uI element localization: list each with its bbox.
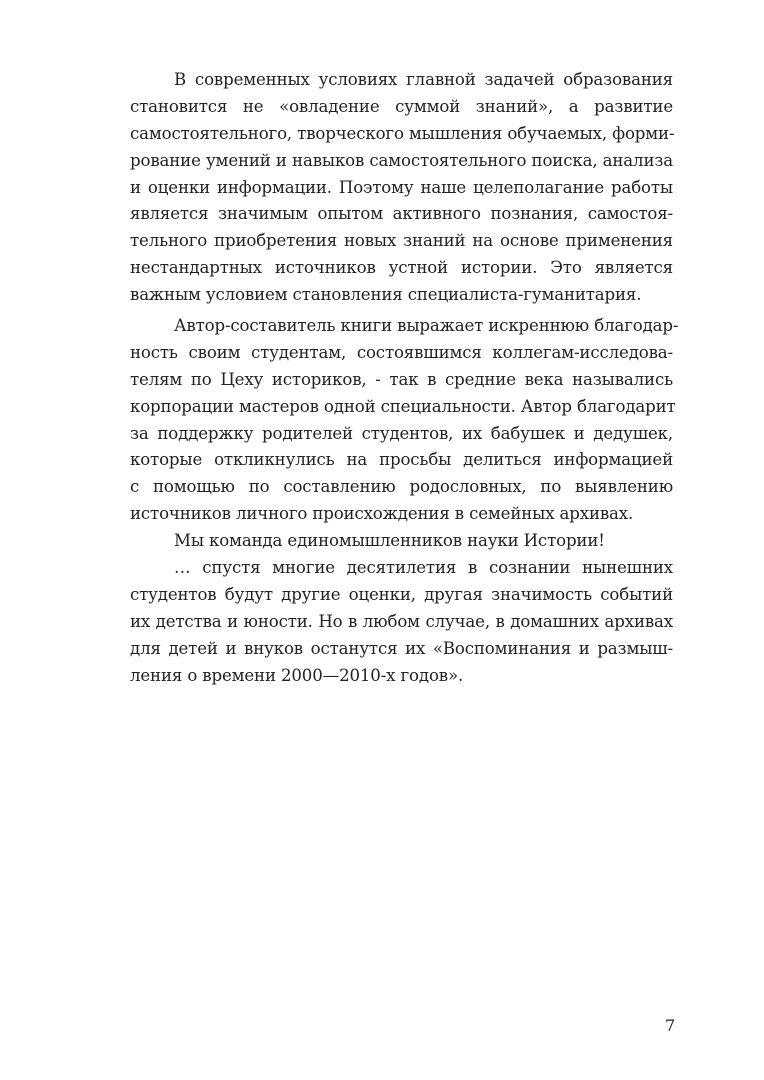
paragraph-future-memories [130,555,673,689]
text-line: становится не «овладение суммой знаний», а развитие [130,96,673,116]
text-line: В современных условиях главной задачей образования [174,70,673,89]
text-line: корпорации мастеров одной специальности. Автор благодарит [130,396,676,416]
text-line: их детства и юности. Но в любом случае, в домашних архивах [130,611,673,631]
text-line: с помощью по составлению родословных, по выявлению [130,477,673,497]
paragraph-education-goals [130,67,673,309]
text-line: источников личного происхождения в семейных архивах. [130,504,634,524]
text-line: является значимым опытом активного познания, самостоя- [130,204,673,224]
text-line: ления о времени 2000—2010-х годов». [130,665,464,685]
body-text [130,67,679,689]
text-line: и оценки информации. Поэтому наше целеполагание работы [130,177,673,197]
text-line: нестандартных источников устной истории. Это является [130,258,673,278]
text-line: … спустя многие десятилетия в сознании нынешних [174,558,673,578]
text-line: ность своим студентам, состоявшимся коллегам-исследова- [130,342,673,362]
text-line: важным условием становления специалиста-гуманитария. [130,285,642,305]
text-line: Мы команда единомышленников науки Истории! [174,531,605,551]
text-line: телям по Цеху историков, - так в средние века назывались [130,369,673,389]
text-line: студентов будут другие оценки, другая значимость событий [130,584,673,604]
text-line: самостоятельного, творческого мышления обучаемых, форми- [130,123,675,143]
text-line: для детей и внуков останутся их «Воспоминания и размыш- [130,638,673,658]
text-line: Автор-составитель книги выражает искреннюю благодар- [174,316,679,336]
paragraph-acknowledgements [130,313,679,528]
text-line: рование умений и навыков самостоятельного поиска, анализа [130,150,673,170]
text-line: за поддержку родителей студентов, их бабушек и дедушек, [130,423,673,443]
text-line: тельного приобретения новых знаний на основе применения [130,231,673,251]
page-number: 7 [665,1016,676,1035]
text-line: которые откликнулись на просьбы делиться информацией [130,450,673,470]
paragraph-team-statement [130,528,673,555]
